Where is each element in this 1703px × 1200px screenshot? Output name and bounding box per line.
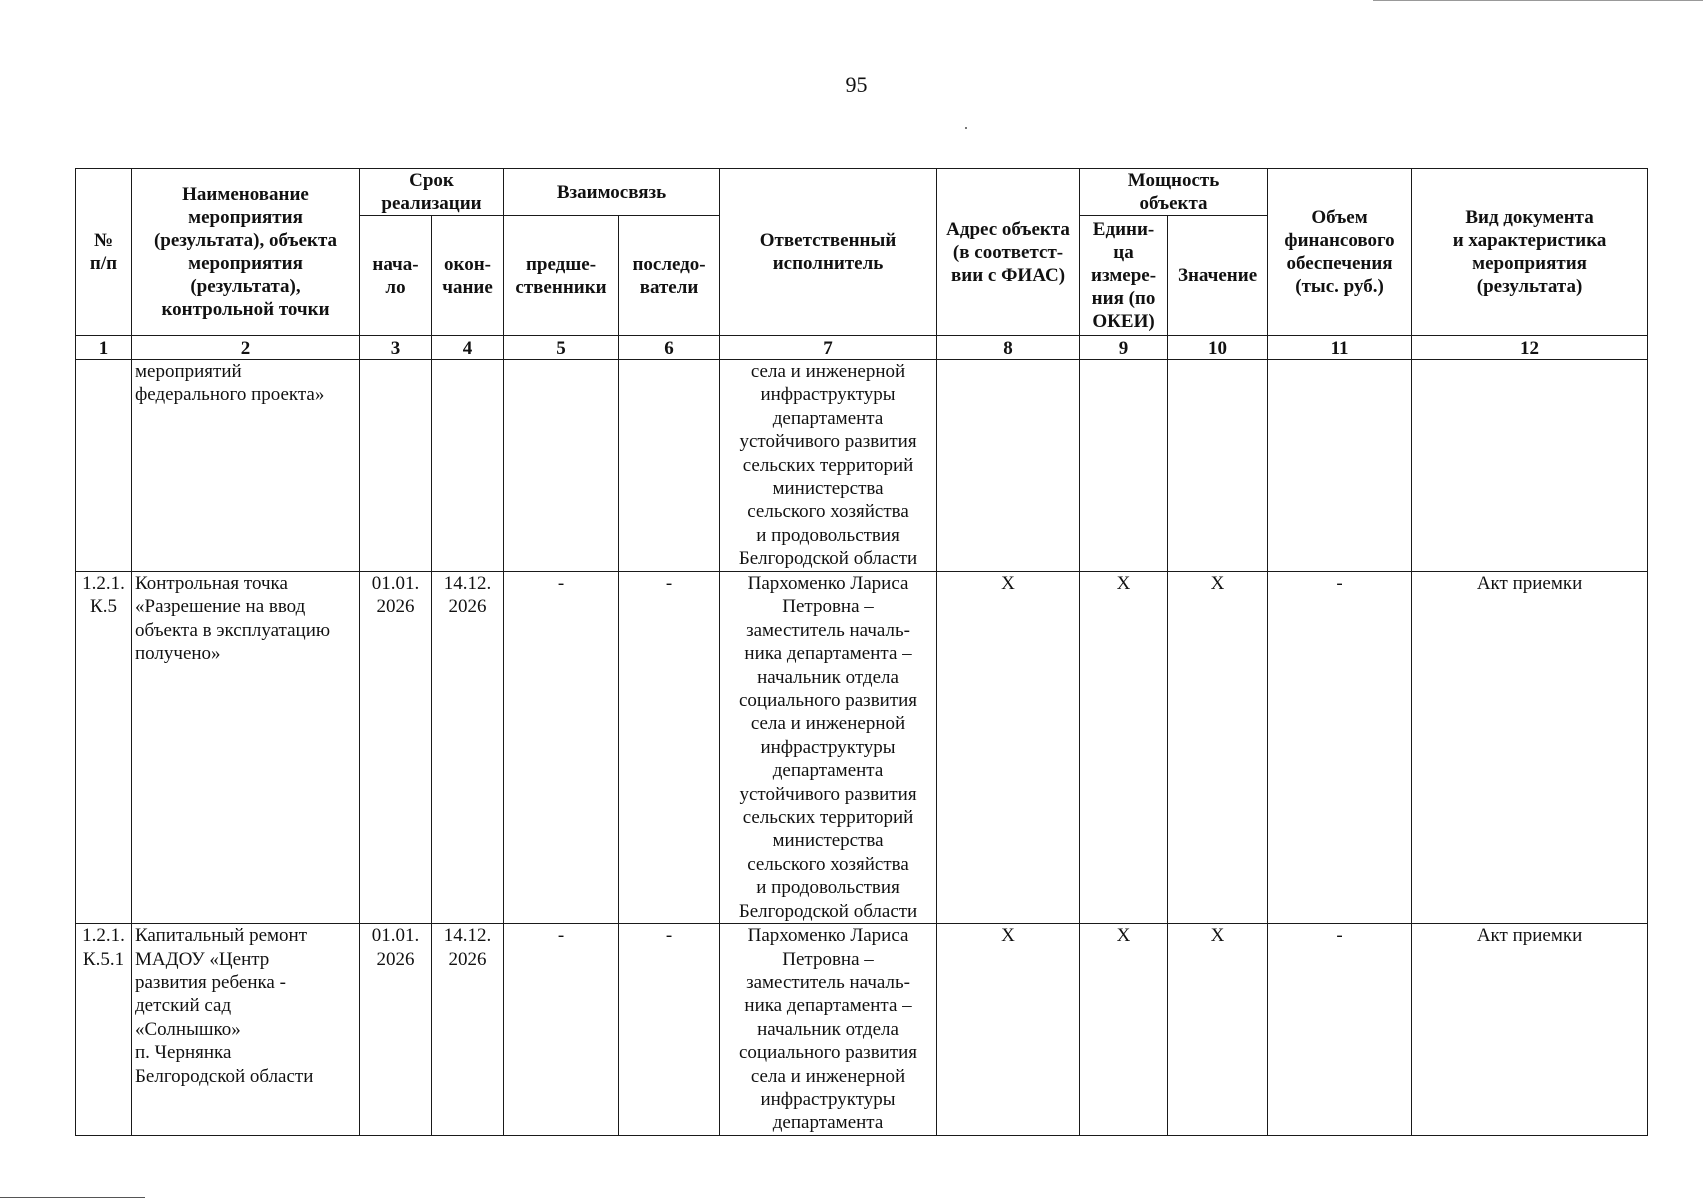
scan-speck <box>965 127 967 129</box>
row-value: Х <box>1168 572 1268 924</box>
header-value: Значение <box>1168 216 1268 336</box>
row-end <box>432 360 504 572</box>
row-successors: - <box>619 924 720 1136</box>
column-number: 8 <box>937 336 1080 360</box>
header-successors: последо- ватели <box>619 216 720 336</box>
row-value <box>1168 360 1268 572</box>
header-link: Взаимосвязь <box>504 169 720 216</box>
row-address: Х <box>937 572 1080 924</box>
table-row <box>76 360 1648 572</box>
table-row <box>76 924 1648 1136</box>
header-name: Наименование мероприятия (результата), объекта мероприятия (результата), контрольной точки <box>132 169 360 336</box>
table-row <box>76 572 1648 924</box>
bottom-edge-line <box>0 1197 145 1198</box>
header-financing: Объем финансового обеспечения (тыс. руб.) <box>1268 169 1412 336</box>
column-number: 3 <box>360 336 432 360</box>
row-financing: - <box>1268 572 1412 924</box>
table-header <box>76 169 1648 360</box>
row-end: 14.12. 2026 <box>432 924 504 1136</box>
column-number: 5 <box>504 336 619 360</box>
row-start <box>360 360 432 572</box>
header-document: Вид документа и характеристика мероприятия (результата) <box>1412 169 1648 336</box>
column-number: 7 <box>720 336 937 360</box>
row-unit: Х <box>1080 924 1168 1136</box>
row-predecessors <box>504 360 619 572</box>
row-name: мероприятий федерального проекта» <box>132 360 360 572</box>
row-address: Х <box>937 924 1080 1136</box>
row-successors <box>619 360 720 572</box>
row-number <box>76 360 132 572</box>
column-number: 9 <box>1080 336 1168 360</box>
top-edge-line <box>1373 0 1703 1</box>
header-end: окон- чание <box>432 216 504 336</box>
row-responsible: села и инженерной инфраструктуры департамента устойчивого развития сельских территорий министерства сельского хозяйства и продовольствия Белгородской области <box>720 360 937 572</box>
column-number: 4 <box>432 336 504 360</box>
page-number: 95 <box>845 72 868 97</box>
row-responsible: Пархоменко Лариса Петровна – заместитель началь- ника департамента – начальник отдела социального развития села и инженерной инфраструктуры департамента устойчивого развития сельских территорий министерства сельского хозяйства и продовольствия Белгородской области <box>720 572 937 924</box>
header-term: Срок реализации <box>360 169 504 216</box>
header-unit: Едини- ца измере- ния (по ОКЕИ) <box>1080 216 1168 336</box>
row-responsible: Пархоменко Лариса Петровна – заместитель началь- ника департамента – начальник отдела социального развития села и инженерной инфраструктуры департамента <box>720 924 937 1136</box>
row-value: Х <box>1168 924 1268 1136</box>
header-start: нача- ло <box>360 216 432 336</box>
row-document <box>1412 360 1648 572</box>
row-document: Акт приемки <box>1412 572 1648 924</box>
row-number: 1.2.1. К.5 <box>76 572 132 924</box>
column-number: 2 <box>132 336 360 360</box>
row-start: 01.01. 2026 <box>360 924 432 1136</box>
row-successors: - <box>619 572 720 924</box>
row-predecessors: - <box>504 924 619 1136</box>
row-name: Контрольная точка «Разрешение на ввод объекта в эксплуатацию получено» <box>132 572 360 924</box>
column-number: 10 <box>1168 336 1268 360</box>
header-power: Мощность объекта <box>1080 169 1268 216</box>
row-unit: Х <box>1080 572 1168 924</box>
column-number: 12 <box>1412 336 1648 360</box>
row-number: 1.2.1. К.5.1 <box>76 924 132 1136</box>
row-start: 01.01. 2026 <box>360 572 432 924</box>
column-number-row <box>76 336 1648 360</box>
header-address: Адрес объекта (в соответст- вии с ФИАС) <box>937 169 1080 336</box>
header-number: № п/п <box>76 169 132 336</box>
plan-table <box>75 168 1648 1136</box>
table-body <box>76 360 1648 1136</box>
row-address <box>937 360 1080 572</box>
header-predecessors: предше- ственники <box>504 216 619 336</box>
row-unit <box>1080 360 1168 572</box>
row-end: 14.12. 2026 <box>432 572 504 924</box>
header-responsible: Ответственный исполнитель <box>720 169 937 336</box>
row-predecessors: - <box>504 572 619 924</box>
row-name: Капитальный ремонт МАДОУ «Центр развития ребенка - детский сад «Солнышко» п. Чернянка Белгородской области <box>132 924 360 1136</box>
row-document: Акт приемки <box>1412 924 1648 1136</box>
row-financing: - <box>1268 924 1412 1136</box>
column-number: 11 <box>1268 336 1412 360</box>
column-number: 1 <box>76 336 132 360</box>
row-financing <box>1268 360 1412 572</box>
column-number: 6 <box>619 336 720 360</box>
